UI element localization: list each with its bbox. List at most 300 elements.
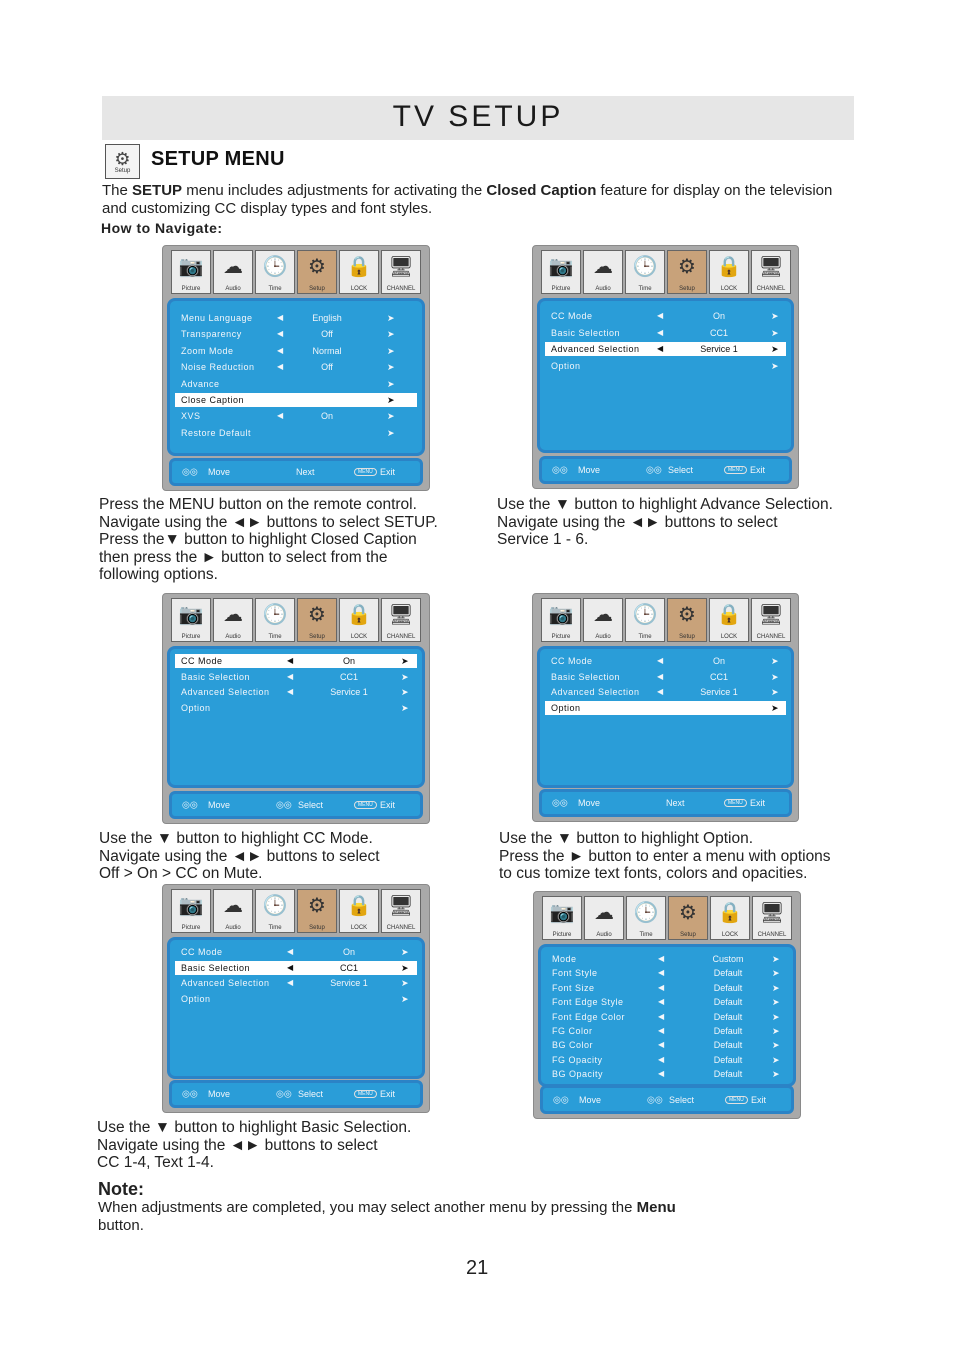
tab-lock[interactable]: [339, 250, 379, 294]
tab-picture[interactable]: [171, 889, 211, 933]
menu-icon-bar: [542, 896, 794, 941]
tab-label: Setup: [309, 286, 325, 292]
menu-footer: [540, 1085, 794, 1114]
footer-exit-label: Exit: [750, 465, 766, 475]
satellite-dish-icon: ☁: [223, 895, 243, 917]
caption-line: Press the ► button to enter a menu with options: [499, 847, 831, 865]
menu-row-label: XVS: [181, 411, 201, 422]
tab-label: Setup: [679, 634, 695, 640]
tv-screen-option: [532, 593, 799, 822]
menu-row-label: Basic Selection: [551, 327, 621, 338]
menu-row-cc-mode[interactable]: [175, 945, 417, 959]
menu-panel: [537, 298, 794, 453]
menu-row-font-size[interactable]: [546, 981, 788, 995]
footer-exit-label: Exit: [380, 800, 396, 810]
intro-text-2: menu includes adjustments for activating the: [182, 182, 487, 199]
arrow-right-icon[interactable]: ➤: [387, 427, 395, 438]
caption-line: following options.: [99, 566, 218, 583]
arrow-right-icon[interactable]: ➤: [772, 997, 780, 1008]
lock-icon: 🔒: [346, 256, 372, 278]
menu-row-label: Option: [181, 993, 211, 1004]
menu-row-option[interactable]: [545, 359, 786, 373]
tab-label: Setup: [679, 286, 695, 292]
menu-row-label: Transparency: [181, 329, 242, 340]
menu-panel: [538, 944, 796, 1087]
tab-label: Audio: [225, 925, 241, 931]
menu-row-transparency[interactable]: [175, 327, 417, 341]
menu-row-value: On: [712, 656, 725, 666]
menu-row-mode[interactable]: [546, 952, 788, 966]
tab-label: LOCK: [350, 634, 368, 640]
menu-button-icon: MENU: [725, 1096, 748, 1104]
arrow-left-icon[interactable]: ◀: [657, 687, 664, 696]
tab-time[interactable]: [255, 598, 295, 642]
footer-action-label: Next: [296, 467, 315, 477]
menu-row-zoom-mode[interactable]: [175, 344, 417, 358]
tab-label: Audio: [225, 634, 241, 640]
tab-audio[interactable]: [213, 250, 253, 294]
tab-lock[interactable]: [339, 889, 379, 933]
menu-row-font-style[interactable]: [546, 966, 788, 980]
menu-row-label: Basic Selection: [181, 671, 251, 682]
arrow-right-icon[interactable]: ➤: [771, 702, 779, 713]
clock-icon: 🕒: [262, 895, 288, 917]
menu-row-value: Normal: [312, 345, 342, 356]
menu-row-label: Font Edge Style: [552, 997, 624, 1008]
arrow-right-icon[interactable]: ➤: [771, 327, 779, 338]
menu-row-value: Default: [713, 982, 743, 993]
arrow-right-icon[interactable]: ➤: [401, 993, 409, 1004]
tab-channel[interactable]: [381, 250, 421, 294]
caption-line: Press the▼ button to highlight Closed Caption: [99, 531, 417, 548]
arrow-right-icon[interactable]: ➤: [772, 1026, 780, 1036]
tab-label: Time: [638, 286, 652, 292]
tab-label: Audio: [596, 932, 612, 938]
menu-row-option[interactable]: [175, 701, 417, 715]
arrow-left-icon[interactable]: ◀: [658, 1011, 665, 1021]
footer-exit-label: Exit: [751, 1094, 767, 1105]
menu-row-value: Service 1: [330, 687, 368, 697]
tab-label: CHANNEL: [756, 634, 786, 640]
intro-text-3: feature for display on the television and customizing CC display types and font styles.: [102, 182, 833, 217]
lock-icon: 🔒: [716, 604, 742, 626]
tab-time[interactable]: [255, 889, 295, 933]
how-to-navigate: How to Navigate:: [101, 220, 223, 236]
menu-row-restore-default[interactable]: [175, 426, 417, 440]
arrow-left-icon[interactable]: ◀: [658, 1054, 665, 1064]
footer-action-label: Select: [668, 465, 694, 475]
menu-row-basic-selection[interactable]: [175, 961, 417, 975]
tab-setup[interactable]: [297, 598, 337, 642]
arrow-left-icon[interactable]: ◀: [277, 313, 284, 322]
tab-channel[interactable]: [751, 598, 791, 642]
select-arrows-icon: ◎◎: [647, 1094, 663, 1104]
menu-row-cc-mode[interactable]: [545, 654, 786, 668]
menu-row-bg-color[interactable]: [546, 1038, 788, 1052]
move-arrows-icon: ◎◎: [182, 466, 198, 477]
select-arrows-icon: ◎◎: [646, 464, 662, 475]
tv-icon: 🖥: [758, 604, 784, 626]
tab-setup[interactable]: [667, 598, 707, 642]
tab-label: Time: [268, 286, 282, 292]
caption-setup-menu: [99, 496, 438, 584]
intro-text-1: The: [102, 182, 133, 199]
menu-panel: [167, 646, 425, 788]
menu-row-cc-mode[interactable]: [175, 654, 417, 668]
arrow-right-icon[interactable]: ➤: [771, 311, 779, 321]
note-title: Note:: [98, 1179, 144, 1199]
footer-exit-label: Exit: [380, 1089, 396, 1099]
menu-row-close-caption[interactable]: [175, 393, 417, 407]
menu-row-noise-reduction[interactable]: [175, 360, 417, 374]
satellite-dish-icon: ☁: [223, 604, 243, 626]
menu-row-advanced-selection[interactable]: [545, 342, 786, 356]
arrow-right-icon[interactable]: ➤: [772, 982, 780, 993]
menu-row-label: Advanced Selection: [551, 344, 640, 354]
tv-icon: 🖥: [388, 895, 414, 917]
arrow-right-icon[interactable]: ➤: [401, 978, 409, 988]
tab-lock[interactable]: [709, 598, 749, 642]
camera-icon: 📷: [178, 604, 204, 626]
menu-row-basic-selection[interactable]: [175, 670, 417, 684]
note-text: [98, 1199, 718, 1235]
tab-label: Picture: [181, 634, 201, 640]
menu-row-value: Default: [713, 1026, 743, 1036]
tab-time[interactable]: [625, 250, 665, 294]
menu-row-value: Default: [713, 1069, 743, 1080]
menu-row-label: Basic Selection: [551, 671, 621, 682]
setup-icon-label: Setup: [114, 167, 131, 174]
menu-row-label: Option: [551, 360, 581, 371]
arrow-left-icon[interactable]: ◀: [287, 962, 294, 972]
move-arrows-icon: ◎◎: [553, 1094, 569, 1104]
menu-row-basic-selection[interactable]: [545, 670, 786, 684]
move-arrows-icon: ◎◎: [552, 464, 568, 475]
lock-icon: 🔒: [716, 256, 742, 278]
caption-line: Use the ▼ button to highlight Option.: [499, 830, 754, 847]
menu-row-label: CC Mode: [551, 656, 593, 666]
tab-picture[interactable]: [542, 896, 582, 940]
menu-panel: [167, 937, 425, 1079]
arrow-right-icon[interactable]: ➤: [387, 362, 395, 373]
note-menu-bold: Menu: [636, 1199, 676, 1216]
tab-lock[interactable]: [710, 896, 750, 940]
satellite-dish-icon: ☁: [594, 902, 614, 924]
arrow-left-icon[interactable]: ◀: [657, 311, 664, 320]
gear-icon: ⚙: [678, 256, 696, 278]
gear-icon: ⚙: [114, 148, 131, 169]
menu-button-icon: MENU: [724, 466, 747, 474]
tv-screen-cc-mode: [162, 593, 430, 824]
menu-button-icon: MENU: [354, 468, 377, 476]
tab-audio[interactable]: [583, 250, 623, 294]
tab-label: Setup: [309, 634, 325, 640]
tab-setup[interactable]: [297, 250, 337, 294]
tab-label: Audio: [595, 286, 611, 292]
caption-line: Navigate using the ◄► buttons to select: [497, 513, 778, 531]
arrow-left-icon[interactable]: ◀: [657, 656, 664, 665]
caption-cc-mode: [99, 830, 380, 883]
menu-row-label: Advanced Selection: [551, 687, 640, 697]
footer-move-label: Move: [208, 800, 231, 810]
arrow-right-icon[interactable]: ➤: [387, 345, 395, 356]
tv-screen-setup-menu: [162, 245, 430, 491]
footer-move-label: Move: [208, 467, 231, 477]
menu-row-label: Font Edge Color: [552, 1011, 626, 1022]
menu-row-label: CC Mode: [181, 947, 223, 957]
arrow-left-icon[interactable]: ◀: [287, 687, 294, 696]
tab-picture[interactable]: [171, 598, 211, 642]
tab-picture[interactable]: [541, 598, 581, 642]
menu-row-cc-mode[interactable]: [545, 309, 786, 323]
arrow-left-icon[interactable]: ◀: [658, 1069, 665, 1079]
tab-label: LOCK: [350, 286, 368, 292]
menu-row-font-edge-style[interactable]: [546, 995, 788, 1009]
tab-audio[interactable]: [213, 889, 253, 933]
move-arrows-icon: ◎◎: [182, 1088, 198, 1099]
arrow-right-icon[interactable]: ➤: [772, 1054, 780, 1065]
menu-row-label: Restore Default: [181, 427, 252, 438]
camera-icon: 📷: [178, 256, 204, 278]
tab-label: CHANNEL: [386, 286, 416, 292]
arrow-right-icon[interactable]: ➤: [387, 313, 395, 323]
menu-row-label: Menu Language: [181, 313, 253, 323]
select-arrows-icon: ◎◎: [276, 799, 292, 810]
arrow-left-icon[interactable]: ◀: [658, 982, 665, 992]
footer-action-label: Select: [298, 1089, 324, 1099]
menu-footer: [169, 1080, 423, 1108]
arrow-right-icon[interactable]: ➤: [387, 378, 395, 389]
tab-label: CHANNEL: [756, 286, 786, 292]
arrow-right-icon[interactable]: ➤: [772, 1040, 780, 1051]
arrow-left-icon[interactable]: ◀: [658, 997, 665, 1007]
select-arrows-icon: ◎◎: [276, 1088, 292, 1099]
menu-row-value: On: [712, 311, 725, 321]
tv-icon: 🖥: [758, 256, 784, 278]
menu-row-value: Off: [321, 362, 333, 373]
tab-picture[interactable]: [171, 250, 211, 294]
lock-icon: 🔒: [717, 902, 743, 924]
arrow-right-icon[interactable]: ➤: [401, 687, 409, 697]
arrow-right-icon[interactable]: ➤: [772, 1069, 780, 1080]
tab-audio[interactable]: [213, 598, 253, 642]
footer-move-label: Move: [579, 1094, 602, 1105]
tab-time[interactable]: [626, 896, 666, 940]
menu-row-xvs[interactable]: [175, 409, 417, 423]
caption-line: Service 1 - 6.: [497, 531, 589, 548]
menu-row-value: CC1: [339, 962, 358, 973]
arrow-left-icon[interactable]: ◀: [287, 978, 294, 987]
arrow-left-icon[interactable]: ◀: [657, 344, 664, 353]
tab-time[interactable]: [255, 250, 295, 294]
tab-channel[interactable]: [752, 896, 792, 940]
gear-icon: ⚙: [678, 604, 696, 626]
tab-channel[interactable]: [381, 598, 421, 642]
arrow-left-icon[interactable]: ◀: [658, 1026, 665, 1035]
menu-footer: [169, 791, 423, 819]
menu-row-label: Noise Reduction: [181, 362, 255, 373]
clock-icon: 🕒: [262, 256, 288, 278]
intro-paragraph: [102, 182, 842, 218]
clock-icon: 🕒: [632, 604, 658, 626]
menu-row-label: CC Mode: [181, 656, 223, 666]
menu-row-value: On: [342, 947, 355, 957]
camera-icon: 📷: [548, 256, 574, 278]
tab-setup[interactable]: [667, 250, 707, 294]
tv-icon: 🖥: [388, 604, 414, 626]
menu-row-value: Service 1: [330, 978, 368, 988]
menu-row-label: Basic Selection: [181, 962, 251, 973]
lock-icon: 🔒: [346, 895, 372, 917]
tab-lock[interactable]: [709, 250, 749, 294]
menu-row-value: On: [342, 656, 355, 666]
arrow-right-icon[interactable]: ➤: [771, 656, 779, 666]
arrow-right-icon[interactable]: ➤: [772, 1011, 780, 1022]
footer-move-label: Move: [578, 465, 601, 475]
menu-row-advanced-selection[interactable]: [175, 685, 417, 699]
menu-row-label: Font Size: [552, 982, 595, 993]
tab-label: LOCK: [720, 286, 738, 292]
tab-label: LOCK: [350, 925, 368, 931]
tab-audio[interactable]: [584, 896, 624, 940]
menu-panel: [167, 298, 425, 456]
arrow-right-icon[interactable]: ➤: [401, 947, 409, 957]
caption-line: Use the ▼ button to highlight CC Mode.: [99, 830, 373, 847]
arrow-right-icon[interactable]: ➤: [772, 954, 780, 964]
arrow-left-icon[interactable]: ◀: [287, 671, 294, 681]
menu-row-label: Advanced Selection: [181, 687, 270, 697]
menu-row-value: Default: [713, 997, 743, 1008]
menu-row-advanced-selection[interactable]: [175, 976, 417, 990]
tab-label: Picture: [551, 286, 571, 292]
footer-action-label: Next: [666, 798, 685, 808]
menu-row-label: Option: [551, 702, 581, 713]
footer-move-label: Move: [578, 798, 601, 808]
tab-picture[interactable]: [541, 250, 581, 294]
footer-action-label: Select: [669, 1094, 695, 1105]
clock-icon: 🕒: [632, 256, 658, 278]
arrow-left-icon[interactable]: ◀: [277, 329, 284, 339]
arrow-left-icon[interactable]: ◀: [657, 671, 664, 681]
menu-button-icon: MENU: [354, 1090, 377, 1098]
tab-lock[interactable]: [339, 598, 379, 642]
arrow-right-icon[interactable]: ➤: [387, 329, 395, 340]
caption-option: [499, 830, 831, 883]
tab-label: Setup: [680, 932, 696, 938]
lock-icon: 🔒: [346, 604, 372, 626]
tab-label: Time: [268, 925, 282, 931]
tab-setup[interactable]: [668, 896, 708, 940]
arrow-right-icon[interactable]: ➤: [771, 360, 779, 371]
arrow-left-icon[interactable]: ◀: [287, 947, 294, 956]
arrow-right-icon[interactable]: ➤: [401, 671, 409, 682]
caption-line: CC 1-4, Text 1-4.: [97, 1154, 214, 1171]
menu-row-bg-opacity[interactable]: [546, 1067, 788, 1081]
tab-time[interactable]: [625, 598, 665, 642]
menu-row-value: Service 1: [700, 344, 738, 354]
arrow-right-icon[interactable]: ➤: [401, 656, 409, 666]
menu-row-label: Close Caption: [181, 395, 245, 405]
tab-label: Picture: [551, 634, 571, 640]
caption-line: Use the ▼ button to highlight Advance Selection.: [497, 496, 833, 513]
tab-label: Picture: [552, 932, 572, 938]
menu-icon-bar: [171, 250, 423, 295]
arrow-right-icon[interactable]: ➤: [401, 962, 409, 973]
menu-row-fg-opacity[interactable]: [546, 1053, 788, 1067]
menu-row-advanced-selection[interactable]: [545, 685, 786, 699]
menu-row-value: Default: [713, 1054, 743, 1065]
footer-exit-label: Exit: [750, 798, 766, 808]
tv-icon: 🖥: [759, 902, 785, 924]
note-text-a: When adjustments are completed, you may select another menu by pressing the: [98, 1199, 637, 1216]
arrow-right-icon[interactable]: ➤: [771, 671, 779, 682]
menu-row-fg-color[interactable]: [546, 1024, 788, 1038]
tv-icon: 🖥: [388, 256, 414, 278]
arrow-right-icon[interactable]: ➤: [387, 411, 395, 422]
camera-icon: 📷: [178, 895, 204, 917]
arrow-right-icon[interactable]: ➤: [401, 702, 409, 713]
tab-setup[interactable]: [297, 889, 337, 933]
menu-row-option[interactable]: [175, 992, 417, 1006]
menu-row-value: English: [312, 313, 342, 323]
clock-icon: 🕒: [262, 604, 288, 626]
arrow-left-icon[interactable]: ◀: [658, 1040, 665, 1050]
gear-icon: ⚙: [308, 895, 326, 917]
menu-row-value: CC1: [709, 671, 728, 682]
gear-icon: ⚙: [308, 604, 326, 626]
menu-row-advance[interactable]: [175, 377, 417, 391]
menu-row-menu-language[interactable]: [175, 311, 417, 325]
menu-icon-bar: [171, 889, 423, 934]
arrow-left-icon[interactable]: ◀: [277, 411, 284, 421]
caption-line: to cus tomize text fonts, colors and opacities.: [499, 865, 808, 882]
arrow-right-icon[interactable]: ➤: [771, 687, 779, 697]
tab-channel[interactable]: [381, 889, 421, 933]
gear-icon: ⚙: [308, 256, 326, 278]
tab-label: Setup: [309, 925, 325, 931]
footer-move-label: Move: [208, 1089, 231, 1099]
menu-row-option[interactable]: [545, 701, 786, 715]
menu-button-icon: MENU: [724, 799, 747, 807]
arrow-left-icon[interactable]: ◀: [657, 327, 664, 337]
caption-line: Navigate using the ◄► buttons to select SETUP.: [99, 513, 438, 531]
tv-screen-cc-options: [533, 891, 801, 1119]
tab-audio[interactable]: [583, 598, 623, 642]
section-title: SETUP MENU: [151, 148, 285, 170]
arrow-left-icon[interactable]: ◀: [658, 954, 665, 963]
arrow-left-icon[interactable]: ◀: [658, 968, 665, 978]
camera-icon: 📷: [549, 902, 575, 924]
menu-row-value: Service 1: [700, 687, 738, 697]
arrow-right-icon[interactable]: ➤: [771, 344, 779, 354]
arrow-right-icon[interactable]: ➤: [387, 395, 395, 405]
arrow-left-icon[interactable]: ◀: [277, 362, 284, 372]
menu-row-value: CC1: [339, 671, 358, 682]
move-arrows-icon: ◎◎: [552, 797, 568, 808]
caption-line: Navigate using the ◄► buttons to select: [99, 847, 380, 865]
arrow-right-icon[interactable]: ➤: [772, 968, 780, 979]
page-title: TV SETUP: [392, 100, 564, 133]
menu-row-font-edge-color[interactable]: [546, 1010, 788, 1024]
menu-icon-bar: [541, 598, 793, 643]
arrow-left-icon[interactable]: ◀: [287, 656, 294, 665]
tab-channel[interactable]: [751, 250, 791, 294]
menu-row-value: Default: [713, 1040, 743, 1051]
caption-line: Off > On > CC on Mute.: [99, 865, 263, 882]
tab-label: Picture: [181, 286, 201, 292]
menu-row-basic-selection[interactable]: [545, 326, 786, 340]
arrow-left-icon[interactable]: ◀: [277, 345, 284, 355]
